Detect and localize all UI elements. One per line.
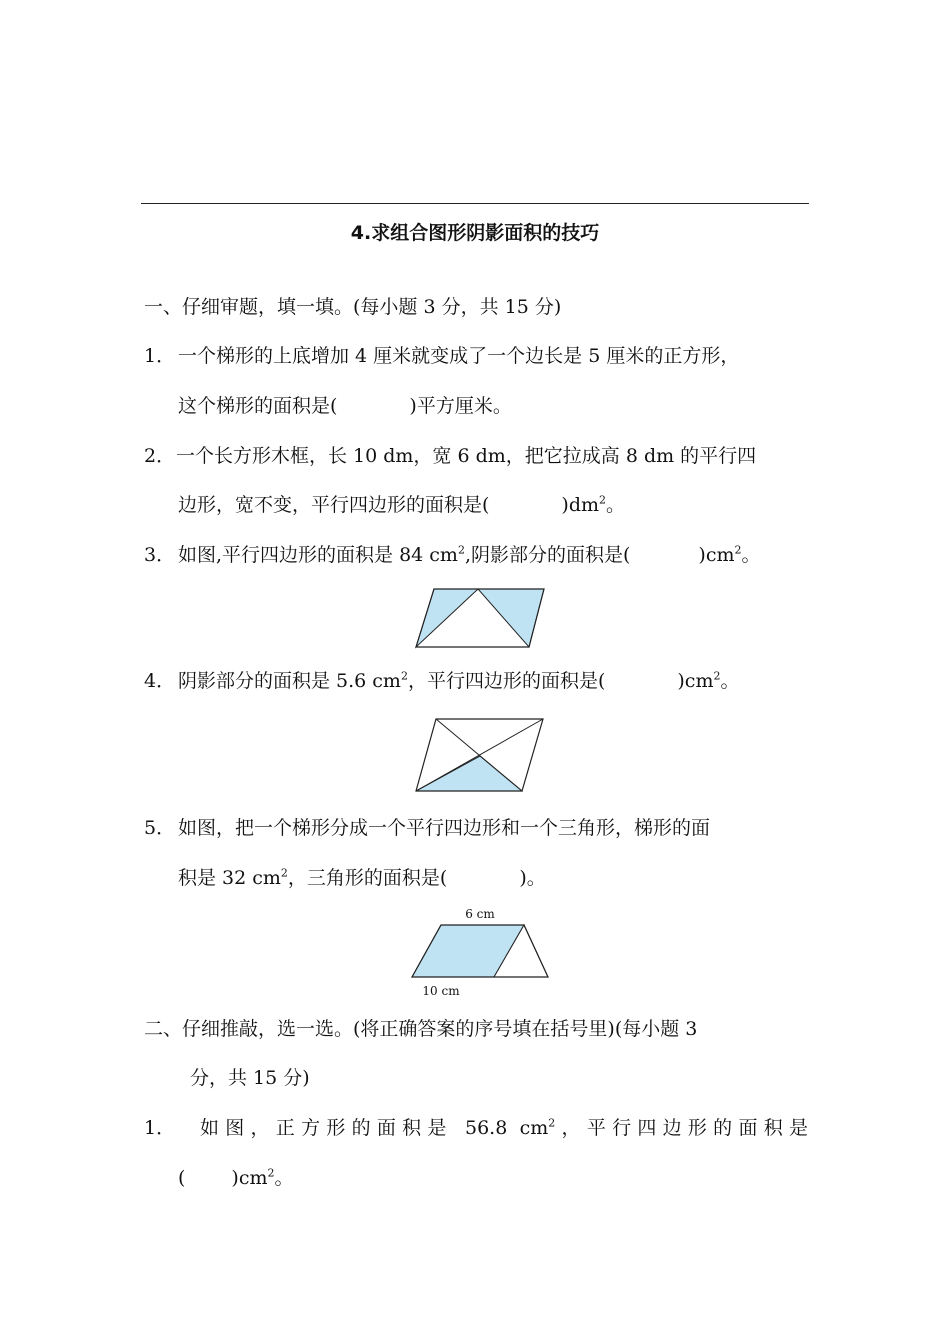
q5-line2-c: )。 — [519, 867, 546, 889]
q2-unit-sup: 2 — [599, 493, 607, 507]
q4-text-c: )cm — [677, 670, 714, 692]
s2-q1-line1-b: ，平行四边形的面积是 — [555, 1117, 808, 1139]
q4-sup1: 2 — [400, 669, 408, 683]
q4-number: 4． — [144, 670, 176, 692]
s2-q1-sup1: 2 — [548, 1116, 556, 1130]
q3-text-d: 。 — [741, 544, 761, 566]
q4-figure — [412, 716, 548, 796]
q4-sup2: 2 — [713, 669, 721, 683]
q4-text — [178, 668, 739, 694]
q5-line2-a: 积是 32 cm — [178, 867, 281, 889]
q2-line2-c: 。 — [606, 494, 626, 516]
s2-q1-line1-a: 如图，正方形的面积是 56.8 cm — [200, 1117, 549, 1139]
q3-number: 3． — [144, 544, 176, 566]
q3-sup1: 2 — [457, 543, 465, 557]
q2-line2-b: )dm — [561, 494, 600, 516]
q4-text-b: ，平行四边形的面积是( — [407, 670, 606, 692]
q3-figure — [412, 586, 548, 650]
q5-line2-b: ，三角形的面积是( — [287, 867, 448, 889]
q2-number: 2． — [144, 445, 176, 467]
q2-line1: 一个长方形木框，长 10 dm，宽 6 dm，把它拉成高 8 dm 的平行四 — [176, 445, 757, 467]
q1-line1: 一个梯形的上底增加 4 厘米就变成了一个边长是 5 厘米的正方形， — [178, 345, 740, 367]
q3-sup2: 2 — [734, 543, 742, 557]
q1-number: 1． — [144, 345, 176, 367]
q1-line2-b: )平方厘米。 — [409, 395, 512, 417]
section2-heading-line1: 二、仔细推敲，选一选。(将正确答案的序号填在括号里)(每小题 3 — [144, 1018, 698, 1040]
q4-text-a: 阴影部分的面积是 5.6 cm — [178, 670, 401, 692]
q4-text-d: 。 — [720, 670, 740, 692]
q2-line2-a: 边形，宽不变，平行四边形的面积是( — [178, 494, 490, 516]
q3-text-a: 如图,平行四边形的面积是 84 cm — [178, 544, 458, 566]
q3-shaded-right-triangle — [478, 589, 544, 647]
s2-q1-line2-a: ( — [178, 1167, 186, 1189]
q5-figure — [408, 904, 552, 1000]
q5-top-length-label: 6 cm — [465, 907, 495, 921]
q1-line2 — [178, 393, 512, 419]
q5-line2 — [178, 865, 546, 891]
s2-q1-line1 — [200, 1115, 808, 1141]
section2-heading-line2: 分，共 15 分) — [190, 1067, 310, 1089]
s2-q1-line2-c: 。 — [274, 1167, 294, 1189]
section1-heading: 一、仔细审题，填一填。(每小题 3 分，共 15 分) — [144, 296, 562, 318]
q5-line1: 如图，把一个梯形分成一个平行四边形和一个三角形，梯形的面 — [178, 817, 711, 839]
q1-line2-a: 这个梯形的面积是( — [178, 395, 338, 417]
q5-bottom-length-label: 10 cm — [422, 984, 460, 998]
q3-text-c: )cm — [698, 544, 735, 566]
q3-text-b: ,阴影部分的面积是( — [464, 544, 631, 566]
q2-line2 — [178, 492, 625, 518]
s2-q1-number: 1． — [144, 1117, 176, 1139]
q5-sup: 2 — [280, 866, 288, 880]
header-rule — [141, 203, 809, 204]
s2-q1-sup2: 2 — [267, 1166, 275, 1180]
page-title: 4.求组合图形阴影面积的技巧 — [350, 222, 600, 244]
q3-text — [178, 542, 761, 568]
s2-q1-line2 — [178, 1165, 294, 1191]
s2-q1-line2-b: )cm — [231, 1167, 268, 1189]
q5-number: 5． — [144, 817, 176, 839]
